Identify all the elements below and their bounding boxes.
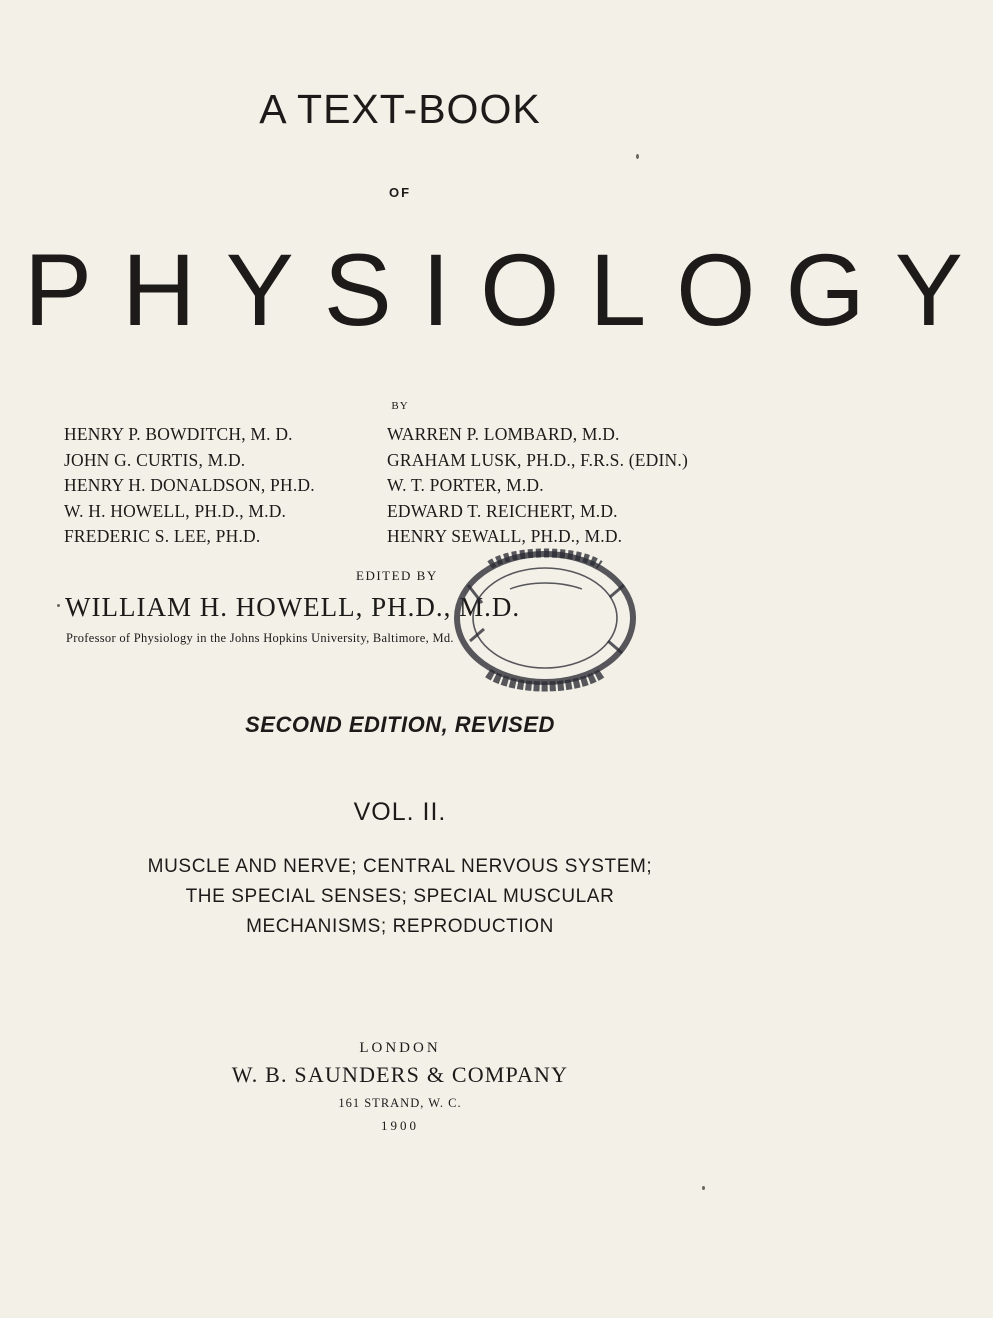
author: HENRY P. BOWDITCH, M. D. [64,424,293,444]
author: W. T. PORTER, M.D. [387,475,544,495]
contents-line: THE SPECIAL SENSES; SPECIAL MUSCULAR [185,886,615,907]
edited-by-label: EDITED BY [356,568,438,583]
authors-right-column [387,422,688,550]
paper-speck [57,604,60,607]
title-line-of: OF [388,185,412,200]
editor-affiliation: Professor of Physiology in the Johns Hopkins University, Baltimore, Md. [66,631,454,645]
author: W. H. HOWELL, PH.D., M.D. [64,500,287,521]
publication-year: 1900 [381,1118,419,1133]
contents-line: MUSCLE AND NERVE; CENTRAL NERVOUS SYSTEM; [147,856,653,877]
paper-speck [702,1186,705,1190]
title-line-physiology: PHYSIOLOGY [24,233,993,347]
author: EDWARD T. REICHERT, M.D. [387,500,618,521]
library-stamp-icon [450,545,640,695]
publisher-address: 161 STRAND, W. C. [338,1096,462,1110]
title-line-textbook: A TEXT-BOOK [259,86,541,132]
author: GRAHAM LUSK, PH.D., F.R.S. (EDIN.) [387,449,688,470]
author: HENRY H. DONALDSON, PH.D. [64,475,315,495]
authors-left-column [64,422,315,550]
edition-label: SECOND EDITION, REVISED [245,712,555,737]
publisher-name: W. B. SAUNDERS & COMPANY [231,1062,569,1087]
author: FREDERIC S. LEE, PH.D. [64,526,261,546]
city-label: LONDON [359,1040,441,1056]
author: WARREN P. LOMBARD, M.D. [387,424,620,444]
contents-line: MECHANISMS; REPRODUCTION [246,916,554,937]
editor-name: WILLIAM H. HOWELL, PH.D., M.D. [65,592,521,622]
volume-label: VOL. II. [353,798,447,826]
by-label: BY [391,400,409,412]
author: HENRY SEWALL, PH.D., M.D. [387,526,623,546]
author: JOHN G. CURTIS, M.D. [64,449,246,470]
paper-speck [636,154,639,159]
